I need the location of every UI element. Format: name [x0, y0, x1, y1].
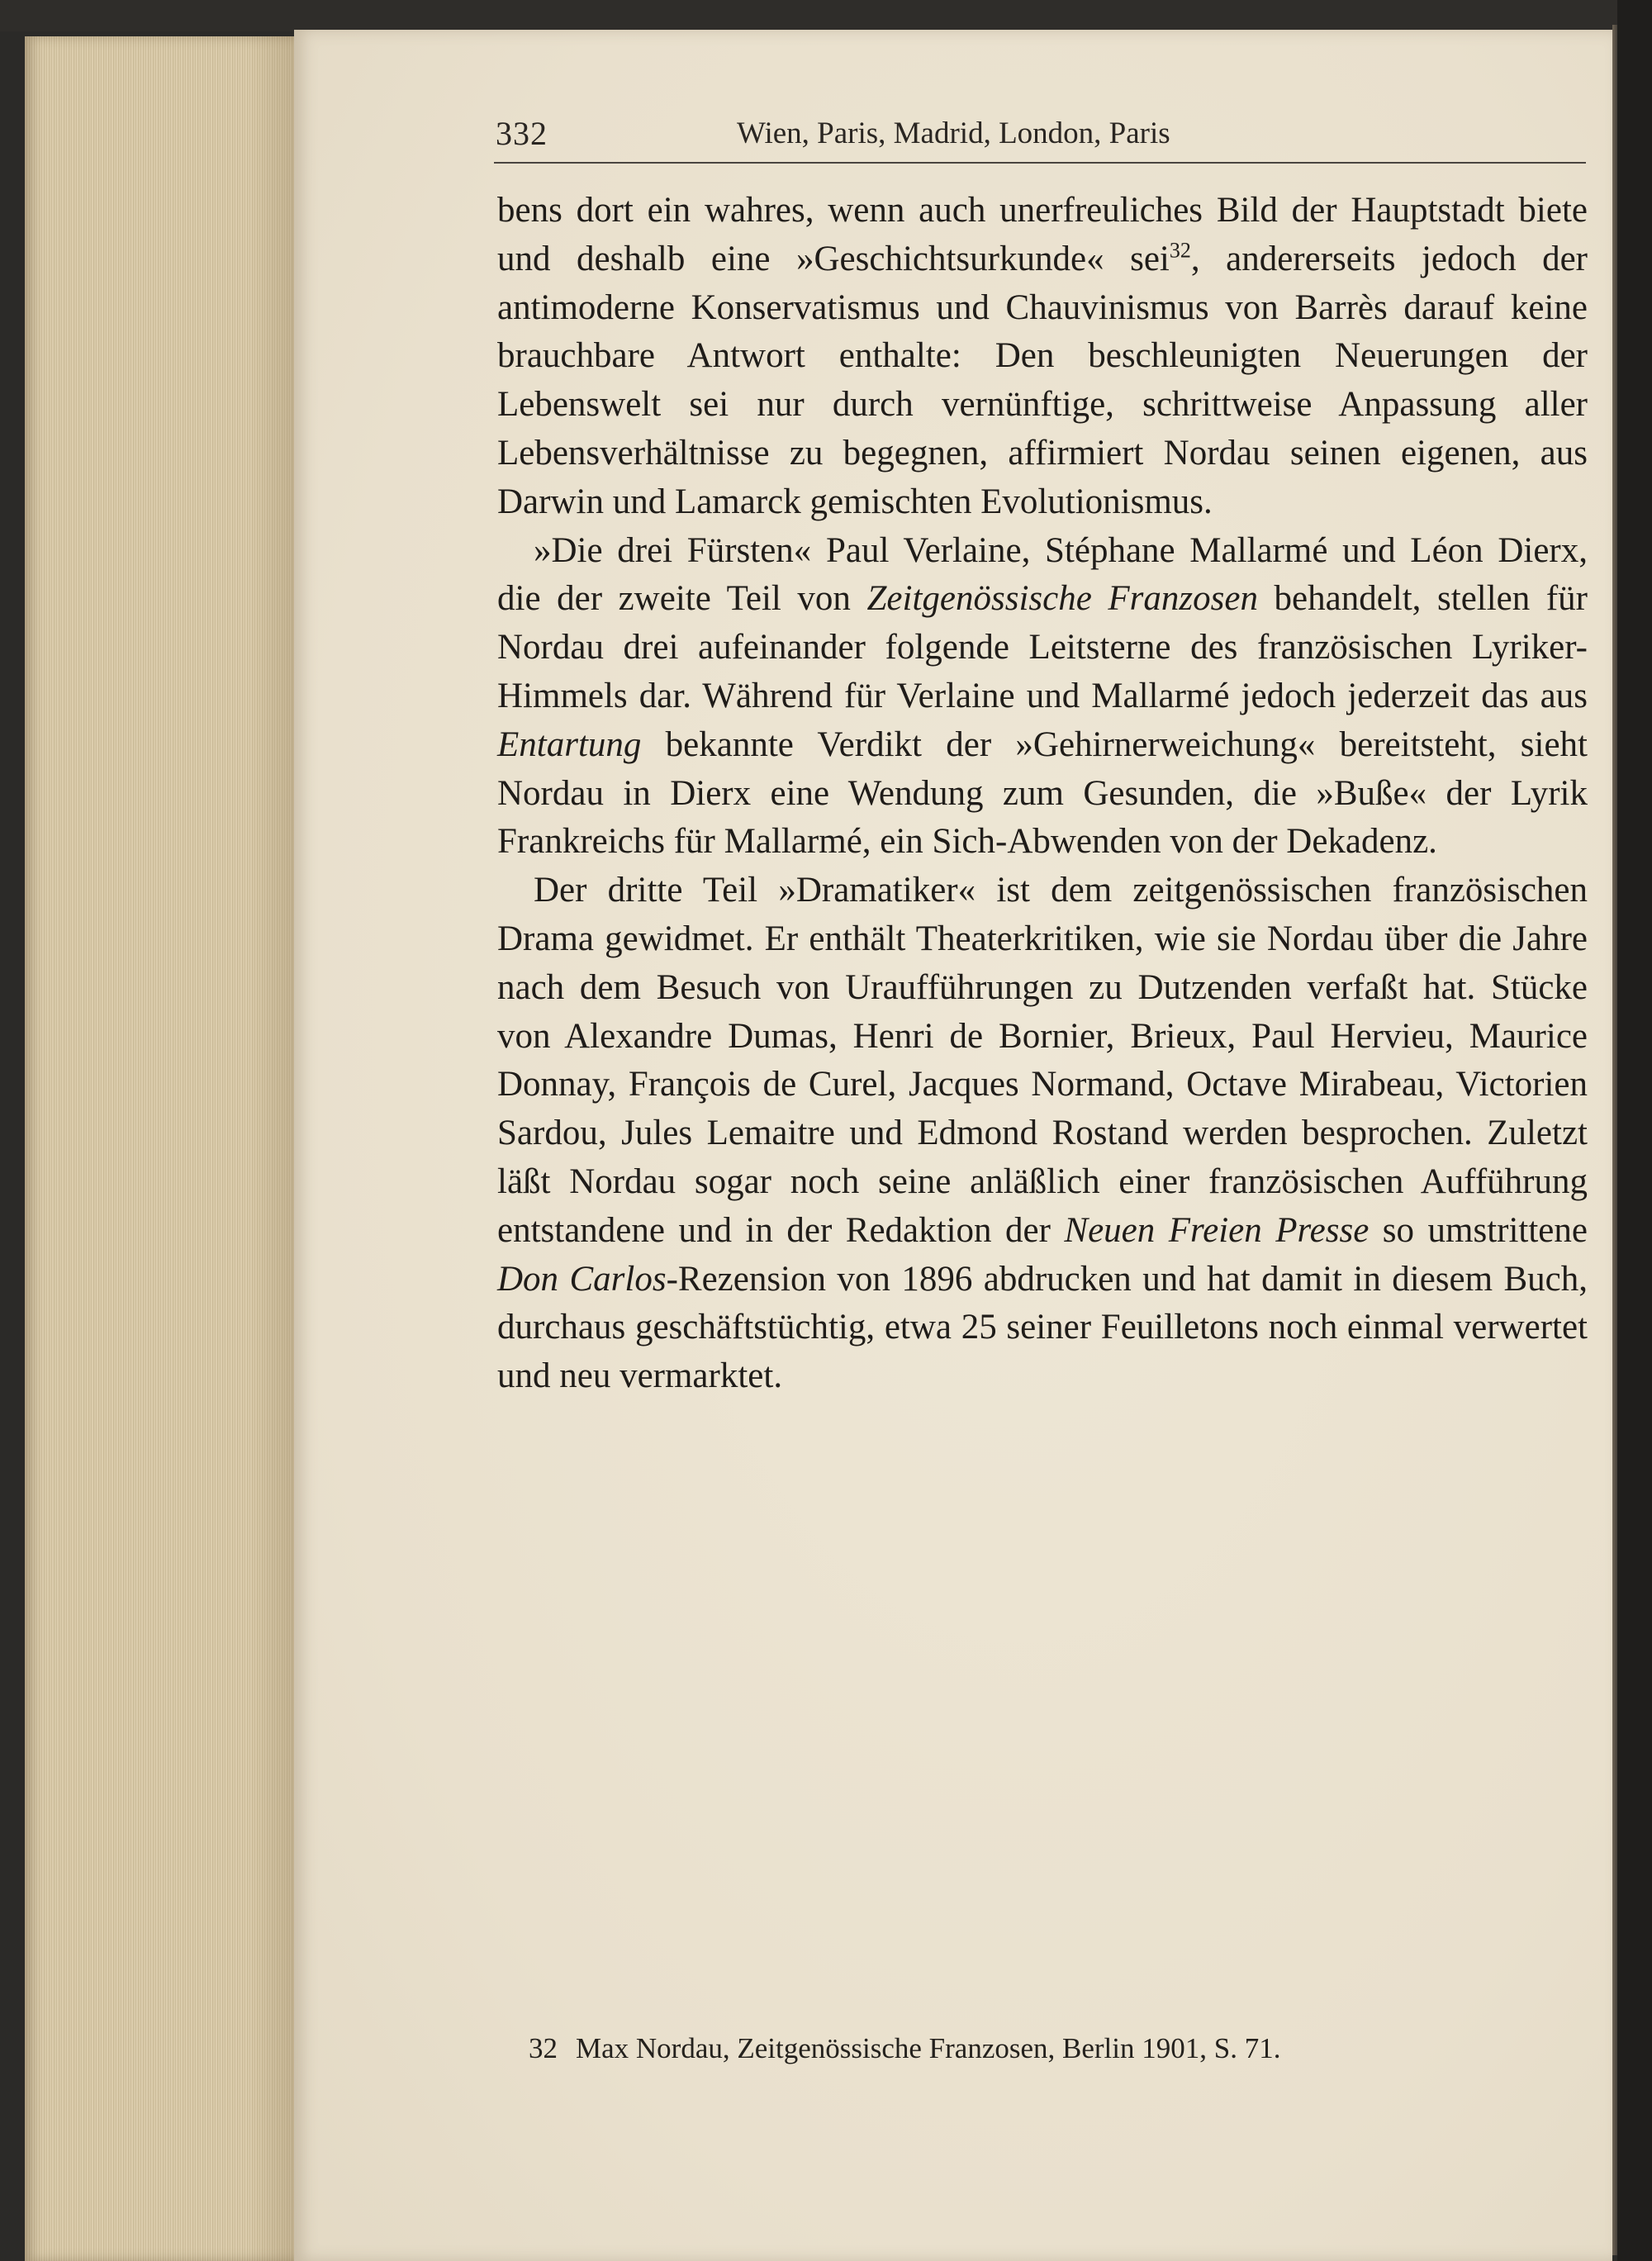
running-title: Wien, Paris, Madrid, London, Paris — [737, 116, 1170, 150]
header-rule — [494, 162, 1586, 164]
page-header — [496, 114, 1588, 164]
paragraph-2-text-1: »Die drei Fürsten« Paul Verlaine, Stéphane Mallarmé und Léon Dierx, die der zweite Teil von — [497, 530, 1588, 619]
footnote — [529, 2032, 1602, 2065]
paragraph-3-italic-1: Neuen Freien Presse — [1064, 1210, 1370, 1250]
footnote-number: 32 — [529, 2032, 558, 2064]
footnote-reference: 32 — [1169, 238, 1191, 263]
paragraph-3-text-1: Der dritte Teil »Dramatiker« ist dem zeitgenössischen französischen Drama gewidmet. Er enthält Theaterkritiken, wie sie Nordau über die Jahre nach dem Besuch von Uraufführungen zu Dutzenden verfaßt hat. Stücke von Alexandre Dumas, Henri de Bornier, Brieux, Paul Hervieu, Maurice Donnay, François de Curel, Jacques Normand, Octave Mirabeau, Victorien Sardou, Jules Lemaitre und Edmond Rostand werden besprochen. Zuletzt läßt Nordau sogar noch seine anläßlich einer französischen Aufführung entstandene und in der Redaktion der — [497, 871, 1588, 1250]
paragraph-1 — [497, 187, 1588, 527]
page-edge-shadow — [248, 36, 297, 2261]
paragraph-1-text-1: bens dort ein wahres, wenn auch unerfreuliches Bild der Hauptstadt biete und deshalb eine »Geschichtsurkunde« sei — [497, 191, 1588, 278]
paragraph-2-italic-2: Entartung — [497, 724, 642, 764]
paragraph-3-text-3: -Rezension von 1896 abdrucken und hat damit in diesem Buch, durchaus geschäftstüchtig, etwa 25 seiner Feuilletons noch einmal verwertet und neu vermarktet. — [497, 1259, 1588, 1396]
footnote-text: Max Nordau, Zeitgenössische Franzosen, Berlin 1901, S. 71. — [576, 2032, 1281, 2064]
paragraph-2-text-3: bekannte Verdikt der »Gehirnerweichung« bereitsteht, sieht Nordau in Dierx eine Wendung zum Gesunden, die »Buße« der Lyrik Frankreichs für Mallarmé, ein Sich-Abwenden von der Dekadenz. — [497, 724, 1588, 862]
page-number: 332 — [496, 115, 548, 152]
scanner-border-top — [0, 0, 1652, 31]
paragraph-2-text-2: behandelt, stellen für Nordau drei aufeinander folgende Leitsterne des französischen Lyriker-Himmels dar. Während für Verlaine und Mallarmé jedoch jederzeit das aus — [497, 579, 1588, 715]
body-text — [497, 187, 1588, 1401]
paragraph-2-italic-1: Zeitgenössische Franzosen — [866, 579, 1258, 619]
paragraph-2 — [497, 527, 1588, 867]
paragraph-3-italic-2: Don Carlos — [497, 1259, 667, 1299]
paragraph-3-text-2: so umstrittene — [1369, 1210, 1588, 1250]
paragraph-1-text-2: , andererseits jedoch der antimoderne Konservatismus und Chauvinismus von Barrès darauf keine brauchbare Antwort enthalte: Den beschleunigten Neuerungen der Lebenswelt sei nur durch vernünftige, schrittweise Anpassung aller Lebensverhältnisse zu begegnen, affirmiert Nordau seinen eigenen, aus Darwin und Lamarck gemischten Evolutionismus. — [497, 239, 1588, 521]
scanner-border-right — [1617, 0, 1652, 2261]
paragraph-3 — [497, 867, 1588, 1401]
